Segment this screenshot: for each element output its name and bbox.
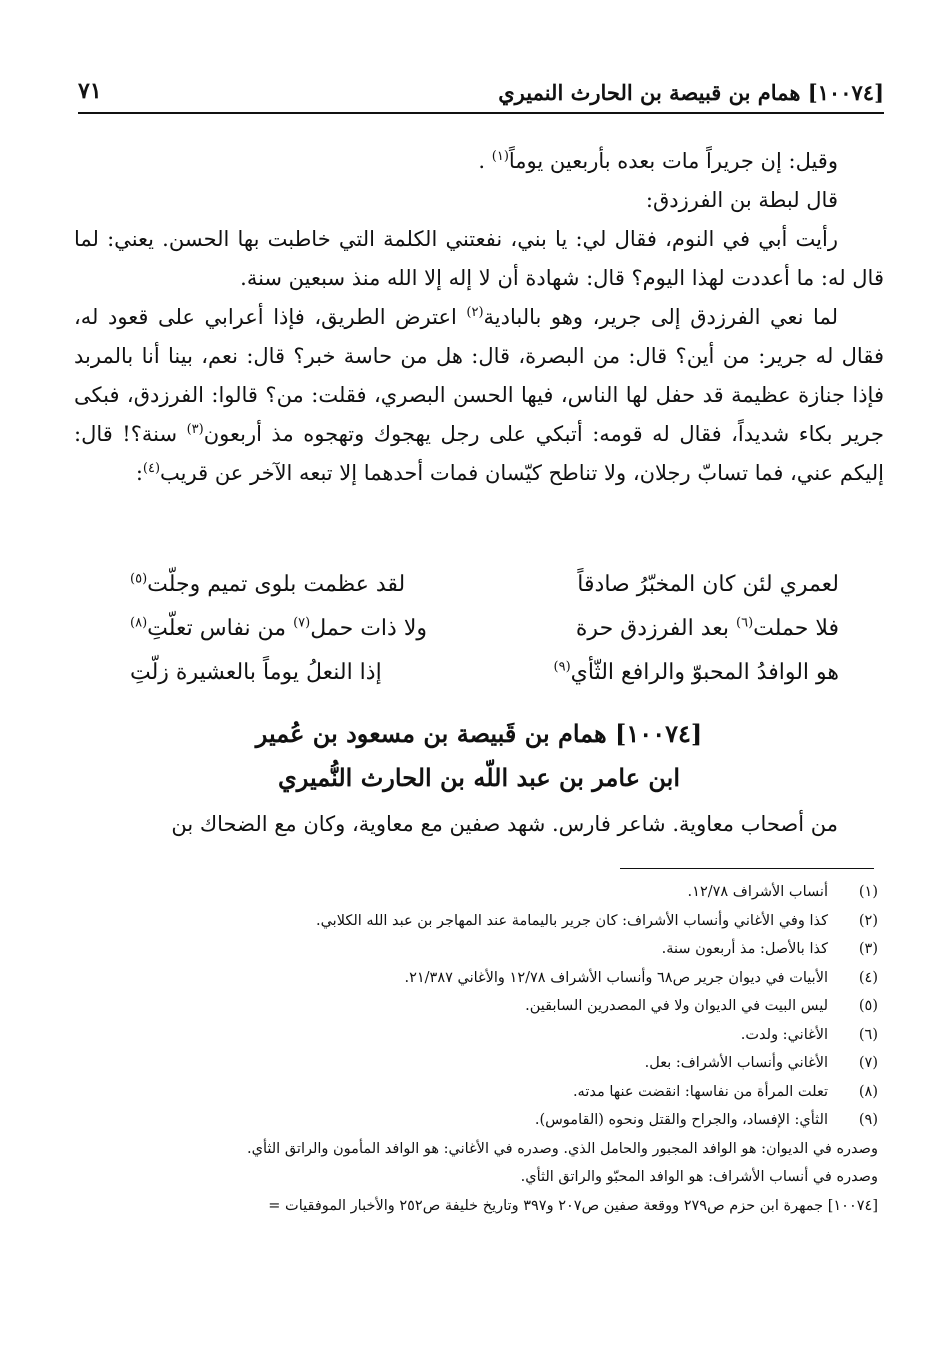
- verse-1-l: لقد عظمت بلوى تميم وجلّت: [147, 572, 406, 597]
- entry-title-line-1: [١٠٠٧٤] همام بن قَبيصة بن مسعود بن عُمير: [255, 719, 703, 748]
- footnote-number: (١): [858, 884, 878, 900]
- paragraph-2: قال لبطة بن الفرزدق:: [645, 188, 838, 212]
- verse-2-l2: من نفاس تعلّتِ: [147, 616, 294, 641]
- verse-2-second-hemistich: [130, 616, 427, 660]
- page-number: ٧١: [78, 78, 102, 104]
- footnote-5: [70, 992, 878, 1021]
- paragraph-4-c: سنة؟! قال: إليكم عني، فما تسابّ رجلان، ولا تناطح كيّسان فمات أحدهما إلا تبعه الآخر عن قريب: [74, 422, 884, 485]
- entry-sources-note: [١٠٠٧٤] جمهرة ابن حزم ص٢٧٩ ووقعة صفين ص٢٠٧ و٣٩٧ وتاريخ خليفة ص٢٥٢ والأخبار الموفقيات =: [268, 1197, 878, 1214]
- paragraph-1: [74, 142, 884, 181]
- footnote-text: الأغاني وأنساب الأشراف: بعل.: [644, 1055, 828, 1071]
- verse-2-r2: بعد الفرزدق حرة: [575, 616, 737, 641]
- paragraph-1-text: وقيل: إن جريراً مات بعده بأربعين يوماً: [508, 149, 838, 173]
- paragraph-4-a: لما نعي الفرزدق إلى جرير، وهو بالبادية: [483, 305, 838, 329]
- footnote-text: ليس البيت في الديوان ولا في المصدرين السابقين.: [525, 998, 828, 1014]
- verse-3-l: إذا النعلُ يوماً بالعشيرة زلّتِ: [130, 660, 382, 685]
- footnote-ref-4[interactable]: (٤): [142, 461, 161, 476]
- footnote-9-continuation-2: وصدره في أنساب الأشراف: هو الوافد المحبّو والراتق الثأي.: [520, 1169, 878, 1185]
- footnote-3: [70, 935, 878, 964]
- verse-2-l: ولا ذات حمل: [310, 616, 427, 641]
- footnote-text: الثأي: الإفساد، والجراح والقتل ونحوه (القاموس).: [534, 1112, 828, 1128]
- footnote-ref-9[interactable]: (٩): [553, 659, 571, 675]
- footnote-ref-2[interactable]: (٢): [466, 305, 484, 320]
- footnote-number: (٩): [858, 1112, 878, 1128]
- footnote-number: (٨): [858, 1083, 878, 1100]
- footnote-number: (٧): [858, 1055, 878, 1071]
- footnote-ref-1[interactable]: (١): [491, 149, 509, 164]
- verse-2-r: فلا حملت: [753, 616, 839, 641]
- footnote-9-continuation-1: وصدره في الديوان: هو الوافد المجبور والحامل الذي. وصدره في الأغاني: هو الوافد المأمون والراتق الثأي.: [247, 1140, 878, 1157]
- footnote-text: أنساب الأشراف ١٢/٧٨.: [687, 884, 828, 900]
- footnote-9: [70, 1106, 878, 1135]
- footnote-divider: [620, 868, 874, 869]
- paragraph-4-b: اعترض الطريق، فإذا أعرابي على قعود له، فقال له جرير: من أين؟ قال: من البصرة، قال: هل من حاسة خبر؟ قال: نعم، بينا أنا بالمربد فإذا جنازة عظيمة قد حفل لها الناس، فيها الحسن البصري، فقلت: من؟ قالوا: الفرزدق، فبكى جرير بكاء شديداً، فقال له قومه: أتبكي على رجل يهجوك وتهجوه مذ أربعون: [74, 305, 884, 446]
- footnote-number: (٣): [858, 941, 878, 957]
- page-header: [78, 78, 884, 114]
- footnote-2: [70, 907, 878, 936]
- footnote-8: [70, 1078, 878, 1107]
- footnote-text: تعلت المرأة من نفاسها: انقضت عنها مدته.: [572, 1083, 828, 1100]
- verse-3: [130, 660, 839, 704]
- paragraph-4: [74, 298, 884, 493]
- paragraph-1-end: .: [478, 149, 486, 173]
- verse-1-first-hemistich: [577, 572, 839, 616]
- verse-1-r: لعمري لئن كان المخبّرُ صادقاً: [577, 572, 839, 597]
- footnote-text: الأغاني: ولدت.: [740, 1026, 828, 1043]
- footnote-ref-8[interactable]: (٨): [130, 615, 148, 631]
- footnotes: [70, 878, 878, 1220]
- entry-heading: [74, 712, 884, 800]
- footnote-4: [70, 964, 878, 993]
- footnote-text: الأبيات في ديوان جرير ص٦٨ وأنساب الأشراف ١٢/٧٨ والأغاني ٢١/٣٨٧.: [404, 969, 828, 986]
- footnote-text: كذا بالأصل: مذ أربعون سنة.: [661, 941, 828, 957]
- verse-3-second-hemistich: [130, 660, 382, 704]
- footnote-7: [70, 1049, 878, 1078]
- footnote-number: (٦): [858, 1026, 878, 1043]
- verse-3-first-hemistich: [554, 660, 839, 704]
- footnote-ref-5[interactable]: (٥): [130, 571, 148, 587]
- footnote-6: [70, 1021, 878, 1050]
- body-text: [74, 142, 884, 493]
- footnote-1: [70, 878, 878, 907]
- entry-title-line-2: ابن عامر بن عبد اللّه بن الحارث النُّميري: [277, 763, 681, 792]
- verse-2-first-hemistich: [576, 616, 839, 660]
- footnote-ref-7[interactable]: (٧): [293, 615, 311, 631]
- verse-1: [130, 572, 839, 616]
- paragraph-3: رأيت أبي في النوم، فقال لي: يا بني، نفعتني الكلمة التي خاطبت بها الحسن. يعني: لما قال له: ما أعددت لهذا اليوم؟ قال: شهادة أن لا إله إلا الله منذ سبعين سنة.: [74, 227, 884, 290]
- entry-body: [74, 805, 884, 844]
- footnote-number: (٢): [858, 912, 878, 929]
- running-title: [١٠٠٧٤] همام بن قبيصة بن الحارث النميري: [498, 80, 884, 105]
- footnote-number: (٤): [858, 969, 878, 986]
- verse-2: [130, 616, 839, 660]
- paragraph-4-d: :: [135, 461, 143, 485]
- footnote-ref-3[interactable]: (٣): [186, 422, 204, 437]
- verse-1-second-hemistich: [130, 572, 405, 616]
- footnote-number: (٥): [858, 998, 878, 1014]
- poem: [130, 572, 839, 704]
- footnote-ref-6[interactable]: (٦): [736, 615, 754, 631]
- footnote-text: كذا وفي الأغاني وأنساب الأشراف: كان جرير باليمامة عند المهاجر بن عبد الله الكلابي.: [315, 912, 828, 929]
- entry-first-line: من أصحاب معاوية. شاعر فارس. شهد صفين مع معاوية، وكان مع الضحاك بن: [171, 812, 838, 836]
- verse-3-r: هو الوافدُ المحبوّ والرافع الثّأي: [570, 660, 839, 685]
